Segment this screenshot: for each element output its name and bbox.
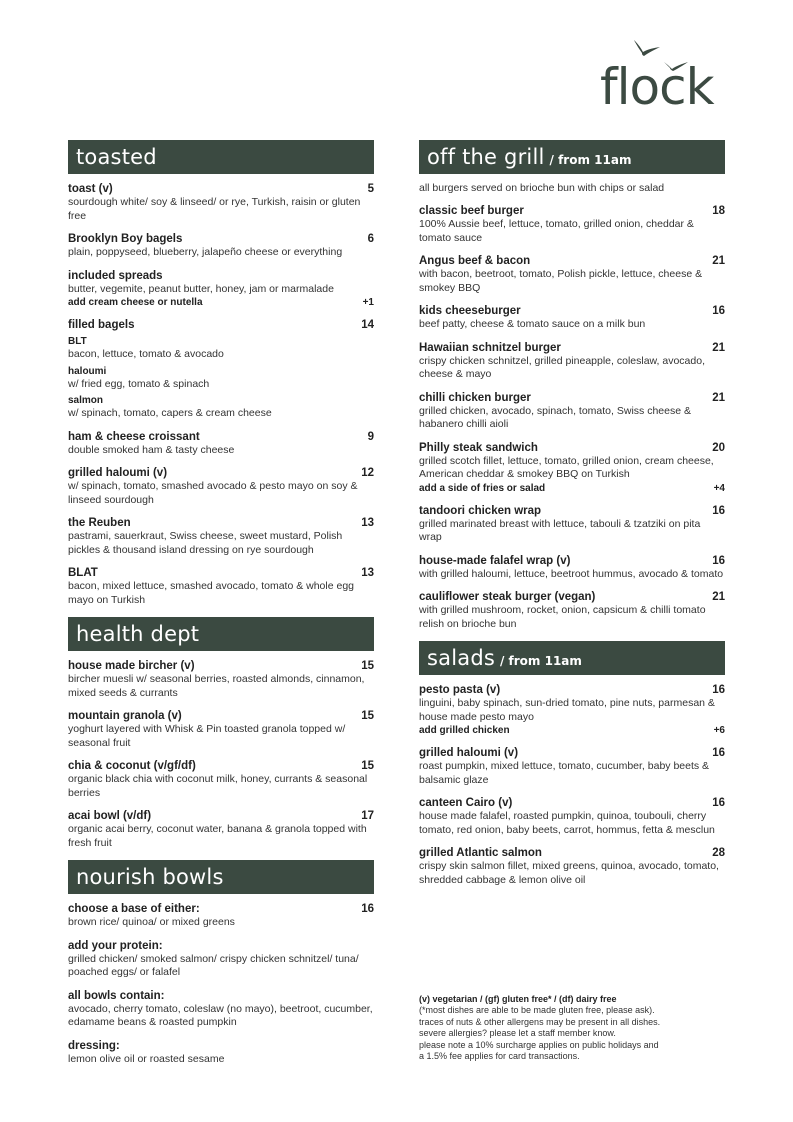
menu-item	[68, 659, 374, 700]
menu-item-name: dressing:	[68, 1039, 120, 1052]
menu-item	[68, 566, 374, 607]
brand-name: flock	[600, 58, 714, 116]
menu-item-price: 5	[367, 183, 374, 195]
menu-item-description: sourdough white/ soy & linseed/ or rye, Turkish, raisin or gluten free	[68, 196, 361, 222]
menu-item-description: butter, vegemite, peanut butter, honey, jam or marmalade	[68, 282, 334, 295]
menu-item-description: house made falafel, roasted pumpkin, quinoa, toubouli, cherry tomato, red onion, baby beets, carrot, hommus, fetta & mesclun	[419, 810, 715, 836]
menu-item-header	[68, 516, 374, 530]
menu-item-price: 16	[712, 504, 725, 517]
menu-item	[68, 182, 374, 223]
menu-item-description: w/ spinach, tomato, smashed avocado & pesto mayo on soy & linseed sourdough	[68, 480, 358, 506]
menu-section	[419, 641, 725, 887]
addon-label: add a side of fries or salad	[419, 482, 546, 494]
menu-item	[68, 269, 374, 310]
menu-item-header	[68, 232, 374, 246]
menu-item-description: organic black chia with coconut milk, honey, currants & seasonal berries	[68, 773, 368, 799]
menu-item-description: grilled scotch fillet, lettuce, tomato, grilled onion, cream cheese, American cheddar & smokey BBQ on Turkish	[419, 454, 714, 480]
menu-item-name: tandoori chicken wrap	[419, 504, 542, 517]
menu-item	[419, 441, 725, 495]
section-header	[419, 641, 725, 675]
menu-item-name: chilli chicken burger	[419, 391, 531, 404]
dietary-footnote	[419, 993, 719, 1063]
menu-item	[68, 1039, 374, 1067]
menu-item	[68, 939, 374, 980]
menu-item-description: bacon, mixed lettuce, smashed avocado, tomato & whole egg mayo on Turkish	[68, 580, 355, 606]
menu-item	[68, 902, 374, 930]
menu-item	[419, 796, 725, 837]
menu-item-description: brown rice/ quinoa/ or mixed greens	[68, 916, 235, 928]
menu-item-price: 15	[361, 710, 374, 722]
menu-item-description: avocado, cherry tomato, coleslaw (no mayo), beetroot, cucumber, edamame beans & roasted pumpkin	[68, 1002, 373, 1028]
menu-item-price: 21	[712, 255, 725, 267]
addon-label: add cream cheese or nutella	[68, 297, 203, 308]
menu-item-price: 12	[361, 467, 374, 479]
menu-item-header	[68, 902, 374, 916]
menu-item	[419, 341, 725, 382]
menu-item-name: grilled haloumi (v)	[68, 467, 168, 479]
footnote-lines	[419, 1005, 719, 1063]
menu-item-price: 21	[712, 591, 725, 603]
menu-item-name: all bowls contain:	[68, 989, 165, 1002]
menu-item	[68, 318, 374, 421]
section-header	[68, 617, 374, 651]
brand-logo	[598, 38, 728, 120]
menu-item-header	[419, 746, 725, 760]
addon-price: +4	[713, 482, 725, 494]
menu-item-header	[419, 846, 725, 860]
menu-item-header	[419, 441, 725, 455]
menu-item	[419, 590, 725, 631]
menu-item-name: grilled haloumi (v)	[419, 747, 519, 759]
menu-section	[68, 140, 374, 607]
menu-item-description: pastrami, sauerkraut, Swiss cheese, sweet mustard, Polish pickles & thousand island dressing on rye sourdough	[68, 530, 343, 556]
menu-item-header	[68, 709, 374, 723]
menu-item-description: linguini, baby spinach, sun-dried tomato, pine nuts, parmesan & house made pesto mayo	[419, 697, 715, 723]
footnote-line: traces of nuts & other allergens may be present in all dishes.	[419, 1016, 661, 1027]
menu-item-price: 14	[361, 319, 374, 331]
menu-section	[68, 860, 374, 1066]
menu-item-name: the Reuben	[68, 517, 131, 529]
menu-item-name: grilled Atlantic salmon	[419, 847, 542, 859]
menu-item-addon	[419, 724, 725, 737]
menu-item-price: 15	[361, 760, 374, 772]
menu-section	[419, 140, 725, 631]
menu-item-name: house made bircher (v)	[68, 660, 195, 672]
menu-item-header	[68, 318, 374, 332]
menu-item-header	[68, 939, 374, 953]
menu-item-description: grilled marinated breast with lettuce, tabouli & tzatziki on pita wrap	[419, 517, 701, 543]
menu-item-name: BLAT	[68, 567, 98, 579]
section-subtitle: / from 11am	[549, 152, 632, 167]
section-title: health dept	[76, 622, 200, 646]
menu-item	[419, 846, 725, 887]
bagel-filling-name: BLT	[68, 336, 87, 347]
menu-item-description: with grilled mushroom, rocket, onion, capsicum & chilli tomato relish on brioche bun	[419, 604, 706, 630]
menu-item-name: ham & cheese croissant	[68, 430, 200, 443]
menu-item	[419, 683, 725, 737]
menu-item-price: 13	[361, 517, 374, 529]
addon-label: add grilled chicken	[419, 725, 510, 736]
menu-item-description: lemon olive oil or roasted sesame	[68, 1052, 225, 1065]
menu-item-name: mountain granola (v)	[68, 710, 182, 722]
menu-item-header	[68, 269, 374, 283]
menu-item-price: 15	[361, 660, 374, 672]
bagel-filling-description: bacon, lettuce, tomato & avocado	[68, 348, 224, 360]
section-note: all burgers served on brioche bun with chips or salad	[419, 182, 665, 194]
menu-item-name: canteen Cairo (v)	[419, 797, 513, 809]
menu-item-name: Angus beef & bacon	[419, 255, 531, 267]
menu-item-name: included spreads	[68, 269, 163, 282]
menu-item-description: with bacon, beetroot, tomato, Polish pickle, lettuce, cheese & smokey BBQ	[419, 268, 703, 294]
menu-item-header	[419, 554, 725, 568]
menu-item	[68, 709, 374, 750]
menu-item-header	[419, 590, 725, 604]
menu-item-price: 6	[367, 233, 374, 245]
menu-item	[419, 254, 725, 295]
menu-item-name: Hawaiian schnitzel burger	[419, 341, 561, 354]
menu-item-price: 20	[712, 441, 725, 454]
section-title: off the grill	[427, 145, 545, 169]
menu-item-header	[419, 683, 725, 697]
menu-item-name: cauliflower steak burger (vegan)	[419, 591, 596, 603]
menu-item-description: 100% Aussie beef, lettuce, tomato, grilled onion, cheddar & tomato sauce	[419, 218, 694, 244]
footnote-line: please note a 10% surcharge applies on public holidays and	[419, 1039, 659, 1050]
menu-item-name: chia & coconut (v/gf/df)	[68, 760, 196, 772]
menu-item-addon	[419, 482, 725, 495]
menu-item-name: acai bowl (v/df)	[68, 810, 152, 822]
menu-item-price: 18	[712, 205, 725, 217]
menu-item	[68, 232, 374, 260]
section-header	[68, 860, 374, 894]
bagel-filling-name: haloumi	[68, 365, 107, 377]
menu-item-description: double smoked ham & tasty cheese	[68, 443, 235, 456]
menu-item-header	[419, 204, 725, 218]
menu-item-header	[68, 659, 374, 673]
section-subtitle: / from 11am	[499, 653, 582, 668]
menu-section	[68, 617, 374, 850]
menu-item-price: 16	[712, 684, 725, 696]
menu-item-name: add your protein:	[68, 939, 163, 952]
menu-item-header	[68, 989, 374, 1003]
menu-item-description: grilled chicken/ smoked salmon/ crispy chicken schnitzel/ tuna/ poached eggs/ or falafel	[68, 952, 359, 978]
menu-item-price: 21	[712, 391, 725, 404]
menu-item-header	[419, 504, 725, 518]
menu-item-price: 9	[367, 430, 374, 443]
menu-item-header	[419, 254, 725, 268]
footnote-title: (v) vegetarian / (gf) gluten free* / (df) dairy free	[419, 994, 617, 1004]
menu-item-description: crispy chicken schnitzel, grilled pineapple, coleslaw, avocado, cheese & mayo	[419, 354, 705, 380]
menu-item-price: 17	[361, 810, 374, 822]
menu-item-name: Philly steak sandwich	[419, 441, 538, 454]
menu-item-header	[68, 430, 374, 444]
menu-item-name: kids cheeseburger	[419, 305, 521, 317]
menu-item-name: filled bagels	[68, 319, 135, 331]
footnote-line: (*most dishes are able to be made gluten free, please ask).	[419, 1005, 655, 1015]
menu-item-header	[68, 809, 374, 823]
menu-item-header	[68, 466, 374, 480]
left-column	[68, 140, 374, 1076]
menu-item-name: pesto pasta (v)	[419, 684, 501, 696]
menu-item	[68, 516, 374, 557]
menu-item-header	[68, 759, 374, 773]
menu-item-description: with grilled haloumi, lettuce, beetroot hummus, avocado & tomato	[419, 567, 724, 580]
menu-item	[419, 391, 725, 432]
section-title: salads	[427, 646, 495, 670]
menu-item-price: 28	[712, 847, 725, 859]
section-title: nourish bowls	[76, 865, 224, 889]
menu-item-header	[68, 566, 374, 580]
menu-item-price: 13	[361, 567, 374, 579]
menu-item	[419, 304, 725, 332]
menu-item-header	[68, 1039, 374, 1053]
menu-item-header	[419, 391, 725, 405]
addon-price: +6	[713, 725, 725, 736]
menu-item-price: 16	[712, 797, 725, 809]
menu-item	[68, 809, 374, 850]
menu-item	[68, 989, 374, 1030]
menu-item	[68, 430, 374, 458]
menu-item	[419, 746, 725, 787]
menu-item-description: yoghurt layered with Whisk & Pin toasted granola topped w/ seasonal fruit	[68, 723, 346, 749]
menu-item-description: beef patty, cheese & tomato sauce on a milk bun	[419, 318, 646, 330]
menu-item-price: 21	[712, 341, 725, 354]
menu-item-description: plain, poppyseed, blueberry, jalapeño cheese or everything	[68, 246, 343, 258]
section-title: toasted	[76, 145, 157, 169]
menu-item	[68, 759, 374, 800]
menu-item-name: classic beef burger	[419, 205, 524, 217]
menu-item-name: house-made falafel wrap (v)	[419, 554, 571, 567]
menu-item-price: 16	[712, 305, 725, 317]
bagel-filling-description: w/ spinach, tomato, capers & cream cheese	[68, 407, 272, 419]
menu-item-name: toast (v)	[68, 183, 113, 195]
menu-item-price: 16	[361, 903, 374, 915]
footnote-line: severe allergies? please let a staff member know.	[419, 1028, 616, 1038]
menu-item-description: organic acai berry, coconut water, banana & granola topped with fresh fruit	[68, 823, 367, 849]
section-header	[68, 140, 374, 174]
menu-item-description: grilled chicken, avocado, spinach, tomato, Swiss cheese & habanero chilli aioli	[419, 404, 691, 430]
menu-item-name: Brooklyn Boy bagels	[68, 233, 183, 245]
menu-item-price: 16	[712, 747, 725, 759]
menu-item	[419, 504, 725, 545]
menu-item-header	[419, 304, 725, 318]
footnote-line: a 1.5% fee applies for card transactions.	[419, 1051, 580, 1061]
menu-item-description: roast pumpkin, mixed lettuce, tomato, cucumber, baby beets & balsamic glaze	[419, 760, 710, 786]
menu-item	[419, 554, 725, 582]
section-header	[419, 140, 725, 174]
menu-item-header	[419, 341, 725, 355]
menu-item	[68, 466, 374, 507]
menu-item-description: bircher muesli w/ seasonal berries, roasted almonds, cinnamon, mixed seeds & currants	[68, 673, 365, 699]
addon-price: +1	[362, 297, 374, 308]
menu-item-header	[68, 182, 374, 196]
bagel-filling-description: w/ fried egg, tomato & spinach	[68, 377, 210, 390]
menu-item-header	[419, 796, 725, 810]
menu-item-addon	[68, 296, 374, 309]
bagel-filling-name: salmon	[68, 395, 104, 406]
menu-item-price: 16	[712, 554, 725, 567]
menu-item-name: choose a base of either:	[68, 903, 200, 915]
menu-item-description: crispy skin salmon fillet, mixed greens, quinoa, avocado, tomato, shredded cabbage & lemon olive oil	[419, 860, 719, 886]
right-column	[419, 140, 725, 897]
menu-item	[419, 204, 725, 245]
